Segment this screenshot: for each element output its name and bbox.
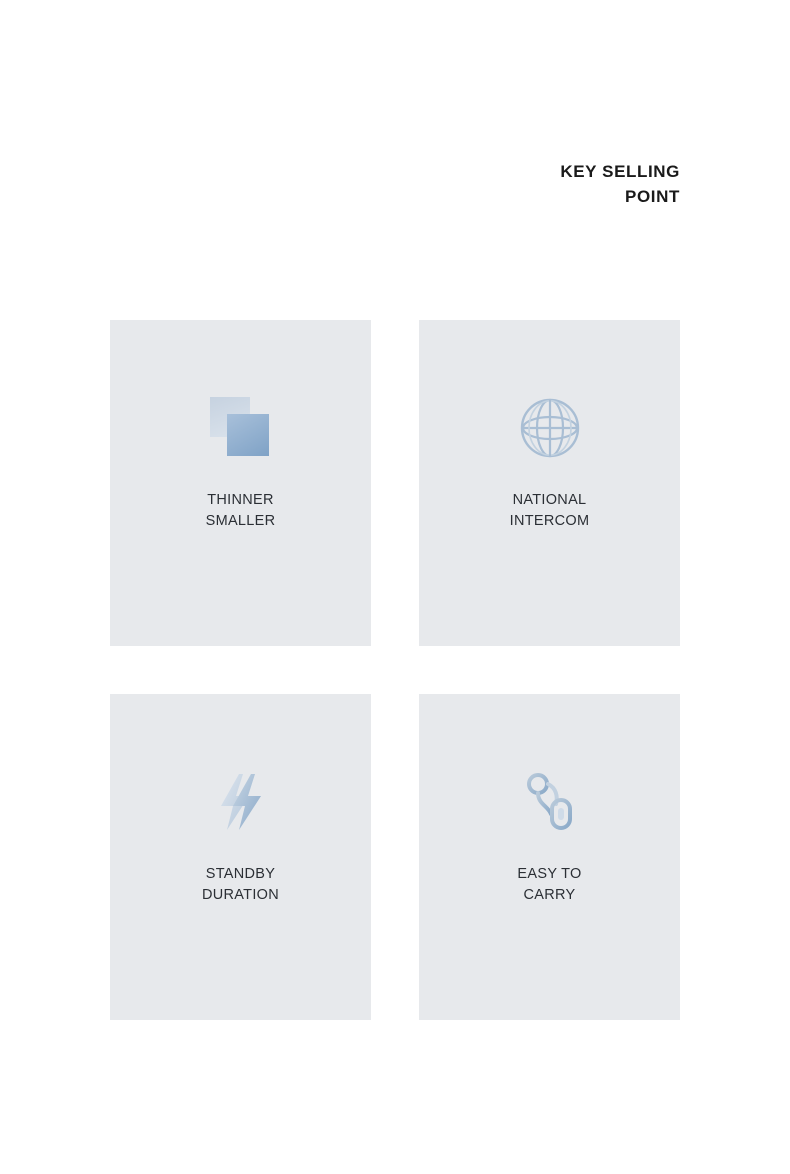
lightning-bolt-icon: [201, 762, 281, 842]
feature-card-label: [517, 864, 581, 906]
globe-icon: [510, 388, 590, 468]
feature-card-grid: [110, 320, 680, 1020]
carabiner-clip-icon: [510, 762, 590, 842]
feature-card-standby-duration: [110, 694, 371, 1020]
feature-label-line-1: STANDBY: [205, 866, 276, 882]
feature-label-line-1: EASY TO: [517, 866, 582, 882]
feature-label-line-2: INTERCOM: [509, 513, 590, 530]
feature-card-label: [510, 490, 590, 532]
overlapping-squares-icon: [201, 388, 281, 468]
feature-card-national-intercom: [419, 320, 680, 646]
feature-label-line-2: SMALLER: [205, 513, 276, 530]
feature-label-line-1: THINNER: [207, 492, 274, 508]
feature-card-thinner-smaller: [110, 320, 371, 646]
feature-label-line-2: DURATION: [201, 887, 280, 904]
feature-card-label: [206, 490, 276, 532]
feature-card-easy-to-carry: [419, 694, 680, 1020]
feature-label-line-1: NATIONAL: [512, 492, 587, 508]
feature-card-label: [202, 864, 279, 906]
page-title-line-2: POINT: [625, 186, 680, 206]
page-title-line-1: KEY SELLING: [560, 162, 680, 181]
page-title: [560, 160, 680, 209]
square-front-shape: [227, 414, 269, 456]
feature-label-line-2: CARRY: [523, 887, 576, 904]
